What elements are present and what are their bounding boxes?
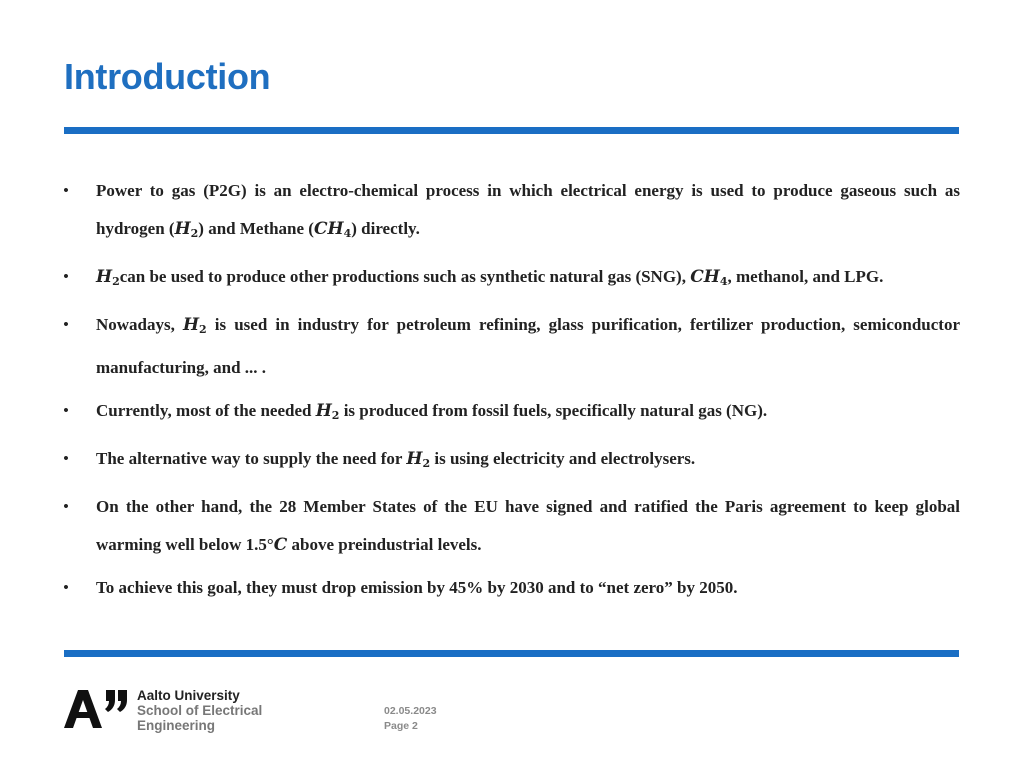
math-symbol bbox=[690, 267, 727, 287]
bullet-text: above preindustrial levels. bbox=[287, 535, 482, 554]
bullet-text: ) directly. bbox=[351, 219, 420, 238]
bullet-item bbox=[60, 569, 960, 607]
bullet-text: is used in industry for petroleum refining, glass purification, fertilizer production, semiconductor manufacturing, and ... . bbox=[96, 315, 960, 377]
footer-organization bbox=[137, 688, 262, 733]
slide-title: Introduction bbox=[64, 56, 271, 97]
school-name-line2: Engineering bbox=[137, 718, 216, 733]
bullet-text: Currently, most of the needed bbox=[96, 401, 316, 420]
math-base: H bbox=[182, 315, 200, 335]
math-base: H bbox=[406, 449, 423, 469]
logo-quote-left bbox=[105, 690, 115, 712]
footer-meta bbox=[384, 704, 437, 734]
math-symbol bbox=[316, 401, 340, 421]
logo-a-shape bbox=[64, 690, 102, 728]
math-base: CH bbox=[313, 219, 344, 239]
bullet-marker: • bbox=[63, 182, 69, 199]
bullet-marker: • bbox=[63, 498, 69, 515]
math-base: H bbox=[174, 219, 191, 239]
math-subscript: 2 bbox=[112, 275, 120, 288]
math-subscript: 2 bbox=[331, 409, 340, 422]
university-name: Aalto University bbox=[137, 688, 240, 703]
bullet-text: The alternative way to supply the need for bbox=[96, 449, 407, 468]
logo-quote-right bbox=[117, 690, 127, 712]
bullet-text: is produced from fossil fuels, specifically natural gas (NG). bbox=[339, 401, 768, 420]
math-symbol bbox=[183, 315, 207, 335]
bullet-text: Nowadays, bbox=[96, 315, 183, 334]
math-base: H bbox=[315, 401, 332, 421]
bullet-item bbox=[60, 440, 960, 483]
bullet-marker: • bbox=[63, 450, 69, 467]
math-subscript: 2 bbox=[199, 323, 207, 336]
math-base: CH bbox=[690, 267, 720, 287]
math-subscript: 2 bbox=[422, 457, 431, 470]
bullet-item bbox=[60, 392, 960, 435]
bullet-item bbox=[60, 258, 960, 301]
bullet-marker: • bbox=[63, 402, 69, 419]
bullet-marker: • bbox=[63, 268, 69, 285]
math-symbol bbox=[175, 219, 199, 239]
bullet-item bbox=[60, 488, 960, 564]
logo-a-bar bbox=[76, 712, 90, 718]
math-subscript: 2 bbox=[190, 227, 199, 240]
math-base: C bbox=[273, 535, 288, 555]
bullet-text: Power to gas (P2G) is an electro-chemical process in which electrical energy is used to produce gaseous such as hydrogen ( bbox=[96, 181, 960, 238]
bullet-text: is using electricity and electrolysers. bbox=[430, 449, 696, 468]
bottom-divider bbox=[64, 650, 959, 657]
bullet-item bbox=[60, 172, 960, 253]
math-subscript: 4 bbox=[343, 227, 352, 240]
math-symbol bbox=[96, 267, 120, 287]
math-base: H bbox=[96, 267, 113, 287]
bullet-list bbox=[60, 172, 960, 612]
bullet-item bbox=[60, 306, 960, 387]
school-name-line1: School of Electrical bbox=[137, 703, 263, 718]
bullet-text: ) and Methane ( bbox=[198, 219, 314, 238]
math-symbol bbox=[314, 219, 351, 239]
page-number: Page 2 bbox=[384, 720, 418, 732]
bullet-text: , methanol, and LPG. bbox=[727, 267, 884, 286]
math-symbol bbox=[406, 449, 430, 469]
bullet-text: can be used to produce other productions such as synthetic natural gas (SNG), bbox=[119, 267, 691, 286]
bullet-marker: • bbox=[63, 579, 69, 596]
bullet-marker: • bbox=[63, 316, 69, 333]
slide-date: 02.05.2023 bbox=[384, 705, 437, 717]
aalto-logo bbox=[64, 688, 128, 732]
math-subscript: 4 bbox=[719, 275, 728, 288]
math-symbol bbox=[274, 535, 288, 555]
bullet-text: To achieve this goal, they must drop emission by 45% by 2030 and to “net zero” by 2050. bbox=[96, 578, 738, 597]
top-divider bbox=[64, 127, 959, 134]
bullet-text: On the other hand, the 28 Member States of the EU have signed and ratified the Paris agreement to keep global warming well below 1.5° bbox=[96, 497, 960, 554]
